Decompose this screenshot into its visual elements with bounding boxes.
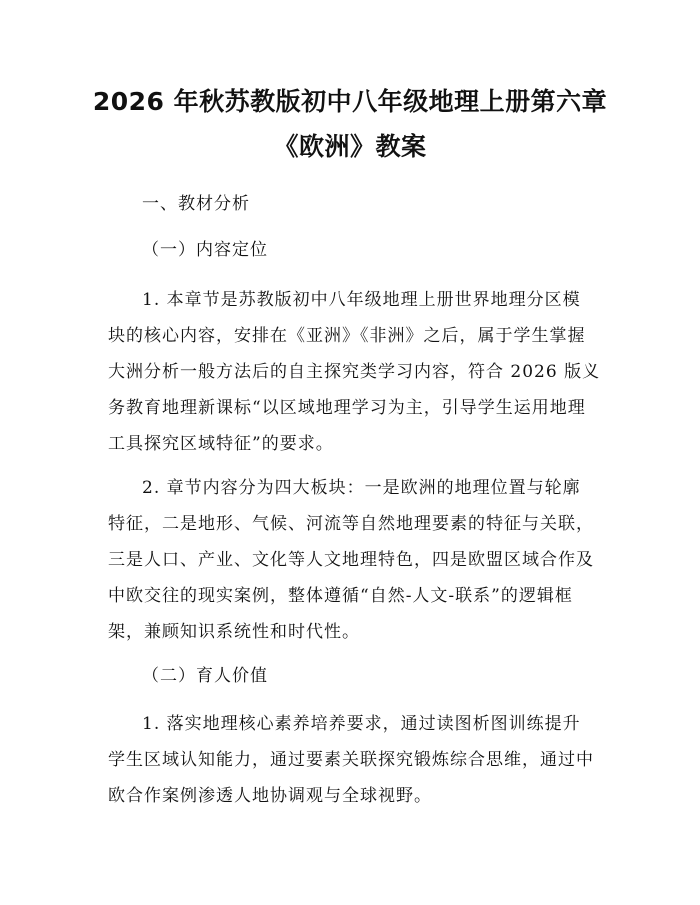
- paragraph-3-line: 欧合作案例渗透人地协调观与全球视野。: [108, 786, 432, 806]
- paragraph-1: [108, 282, 601, 462]
- paragraph-2-line: 特征，二是地形、气候、河流等自然地理要素的特征与关联，: [108, 514, 594, 534]
- paragraph-1-line: 务教育地理新课标“以区域地理学习为主，引导学生运用地理: [108, 398, 586, 418]
- paragraph-1-line: 1. 本章节是苏教版初中八年级地理上册世界地理分区模: [142, 290, 581, 310]
- paragraph-2-line: 三是人口、产业、文化等人文地理特色，四是欧盟区域合作及: [108, 550, 594, 570]
- paragraph-1-line: 工具探究区域特征”的要求。: [108, 434, 334, 454]
- document-title-line-1: 2026 年秋苏教版初中八年级地理上册第六章: [92, 87, 608, 116]
- paragraph-2-line: 架，兼顾知识系统性和时代性。: [108, 622, 360, 642]
- subsection-heading-educational-value: （二）育人价值: [142, 666, 268, 686]
- subsection-heading-content-positioning: （一）内容定位: [142, 240, 268, 260]
- paragraph-2: [108, 470, 598, 650]
- paragraph-3-line: 学生区域认知能力，通过要素关联探究锻炼综合思维，通过中: [108, 750, 594, 770]
- paragraph-2-line: 中欧交往的现实案例，整体遵循“自然-人文-联系”的逻辑框: [108, 586, 573, 606]
- paragraph-2-line: 2. 章节内容分为四大板块：一是欧洲的地理位置与轮廓: [142, 478, 581, 498]
- paragraph-1-line: 大洲分析一般方法后的自主探究类学习内容，符合 2026 版义: [108, 362, 601, 382]
- paragraph-1-line: 块的核心内容，安排在《亚洲》《非洲》之后，属于学生掌握: [108, 326, 586, 346]
- section-heading-textbook-analysis: 一、教材分析: [142, 194, 250, 214]
- paragraph-3-line: 1. 落实地理核心素养培养要求，通过读图析图训练提升: [142, 714, 581, 734]
- document-title-line-2: 《欧洲》教案: [273, 132, 427, 161]
- paragraph-3: [108, 706, 598, 814]
